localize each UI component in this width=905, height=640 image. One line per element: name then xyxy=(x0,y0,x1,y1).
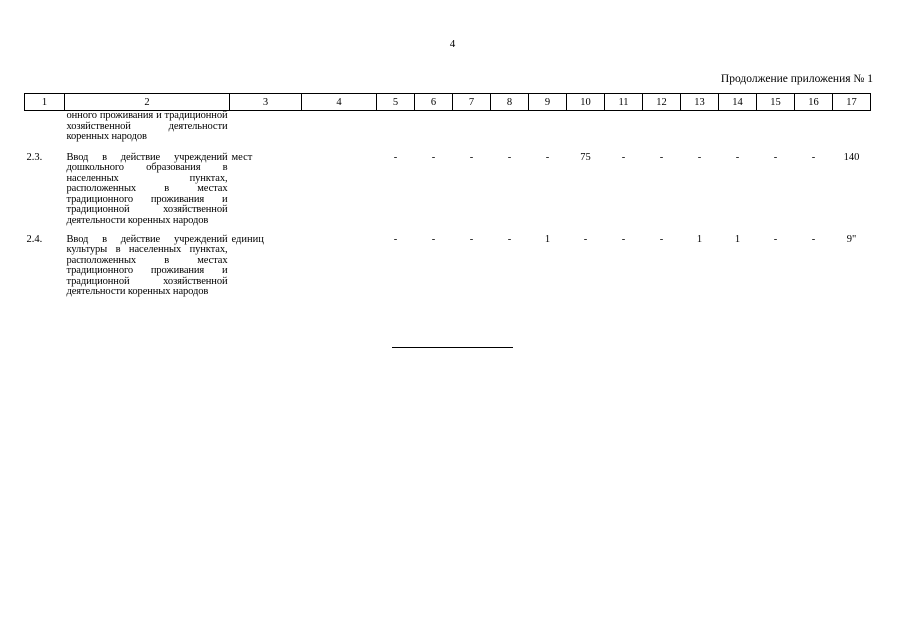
table-cell xyxy=(377,111,415,153)
table-cell: - xyxy=(621,233,626,245)
appendix-table xyxy=(24,93,871,315)
row-total: 9" xyxy=(846,233,857,245)
row-total xyxy=(833,111,871,153)
table-cell xyxy=(757,111,795,153)
table-cell: - xyxy=(469,233,474,245)
table-cell: - xyxy=(545,151,550,163)
column-header: 13 xyxy=(681,94,719,111)
row-unit: мест xyxy=(231,151,253,163)
table-cell: - xyxy=(393,233,398,245)
table-cell: - xyxy=(431,151,436,163)
table-cell xyxy=(529,111,567,153)
table-cell: - xyxy=(773,233,778,245)
table-cell xyxy=(643,111,681,153)
row-description: Ввод в действие учреждений культуры в населенных пунктах, расположенных в местах традиционного проживания и традиционной хозяйственной деятельности коренных народов xyxy=(66,233,228,297)
column-header: 1 xyxy=(25,94,65,111)
column-header: 9 xyxy=(529,94,567,111)
table-cell: - xyxy=(507,151,512,163)
column-header: 3 xyxy=(230,94,302,111)
row-unit: единиц xyxy=(231,233,264,245)
row-code xyxy=(25,111,65,153)
table-cell: - xyxy=(659,151,664,163)
table-cell xyxy=(719,111,757,153)
table-cell: - xyxy=(697,151,702,163)
table-cell xyxy=(302,111,377,153)
row-code: 2.4. xyxy=(26,233,43,245)
row-description: онного проживания и традиционной хозяйственной деятельности коренных народов xyxy=(66,110,228,142)
table-cell xyxy=(302,235,377,315)
table-cell xyxy=(491,111,529,153)
column-header: 4 xyxy=(302,94,377,111)
table-cell: 1 xyxy=(734,233,741,245)
column-header: 15 xyxy=(757,94,795,111)
column-header: 10 xyxy=(567,94,605,111)
table-cell xyxy=(302,153,377,235)
table-cell: - xyxy=(659,233,664,245)
table-row xyxy=(25,235,871,315)
table-cell xyxy=(415,111,453,153)
table-cell: - xyxy=(773,151,778,163)
table-cell: - xyxy=(735,151,740,163)
column-header: 17 xyxy=(833,94,871,111)
page-number: 4 xyxy=(449,38,456,50)
table-body xyxy=(25,111,871,315)
table-cell: 1 xyxy=(544,233,551,245)
column-header: 5 xyxy=(377,94,415,111)
column-header: 7 xyxy=(453,94,491,111)
end-rule xyxy=(392,347,513,348)
column-header: 6 xyxy=(415,94,453,111)
table-cell: - xyxy=(811,233,816,245)
column-header: 14 xyxy=(719,94,757,111)
row-description: Ввод в действие учреждений дошкольного образования в населенных пунктах, расположенных в местах традиционного проживания и традиционной хозяйственной деятельности коренных народов xyxy=(66,151,228,226)
continuation-label: Продолжение приложения № 1 xyxy=(720,73,873,85)
table-cell: 1 xyxy=(696,233,703,245)
column-header: 16 xyxy=(795,94,833,111)
table-cell: - xyxy=(393,151,398,163)
table-cell: - xyxy=(469,151,474,163)
table-row xyxy=(25,111,871,153)
table-cell xyxy=(453,111,491,153)
column-header: 8 xyxy=(491,94,529,111)
column-header: 2 xyxy=(65,94,230,111)
table-cell xyxy=(605,111,643,153)
table-cell xyxy=(567,111,605,153)
row-total: 140 xyxy=(843,151,860,163)
row-unit xyxy=(230,111,302,153)
column-number-row xyxy=(25,94,871,111)
column-header: 12 xyxy=(643,94,681,111)
table-cell xyxy=(681,111,719,153)
row-code: 2.3. xyxy=(26,151,43,163)
table-cell: - xyxy=(431,233,436,245)
table-cell: - xyxy=(507,233,512,245)
table-cell: - xyxy=(583,233,588,245)
column-header: 11 xyxy=(605,94,643,111)
table-cell: - xyxy=(811,151,816,163)
table-cell xyxy=(795,111,833,153)
table-cell: 75 xyxy=(580,151,591,163)
table-row xyxy=(25,153,871,235)
table-cell: - xyxy=(621,151,626,163)
